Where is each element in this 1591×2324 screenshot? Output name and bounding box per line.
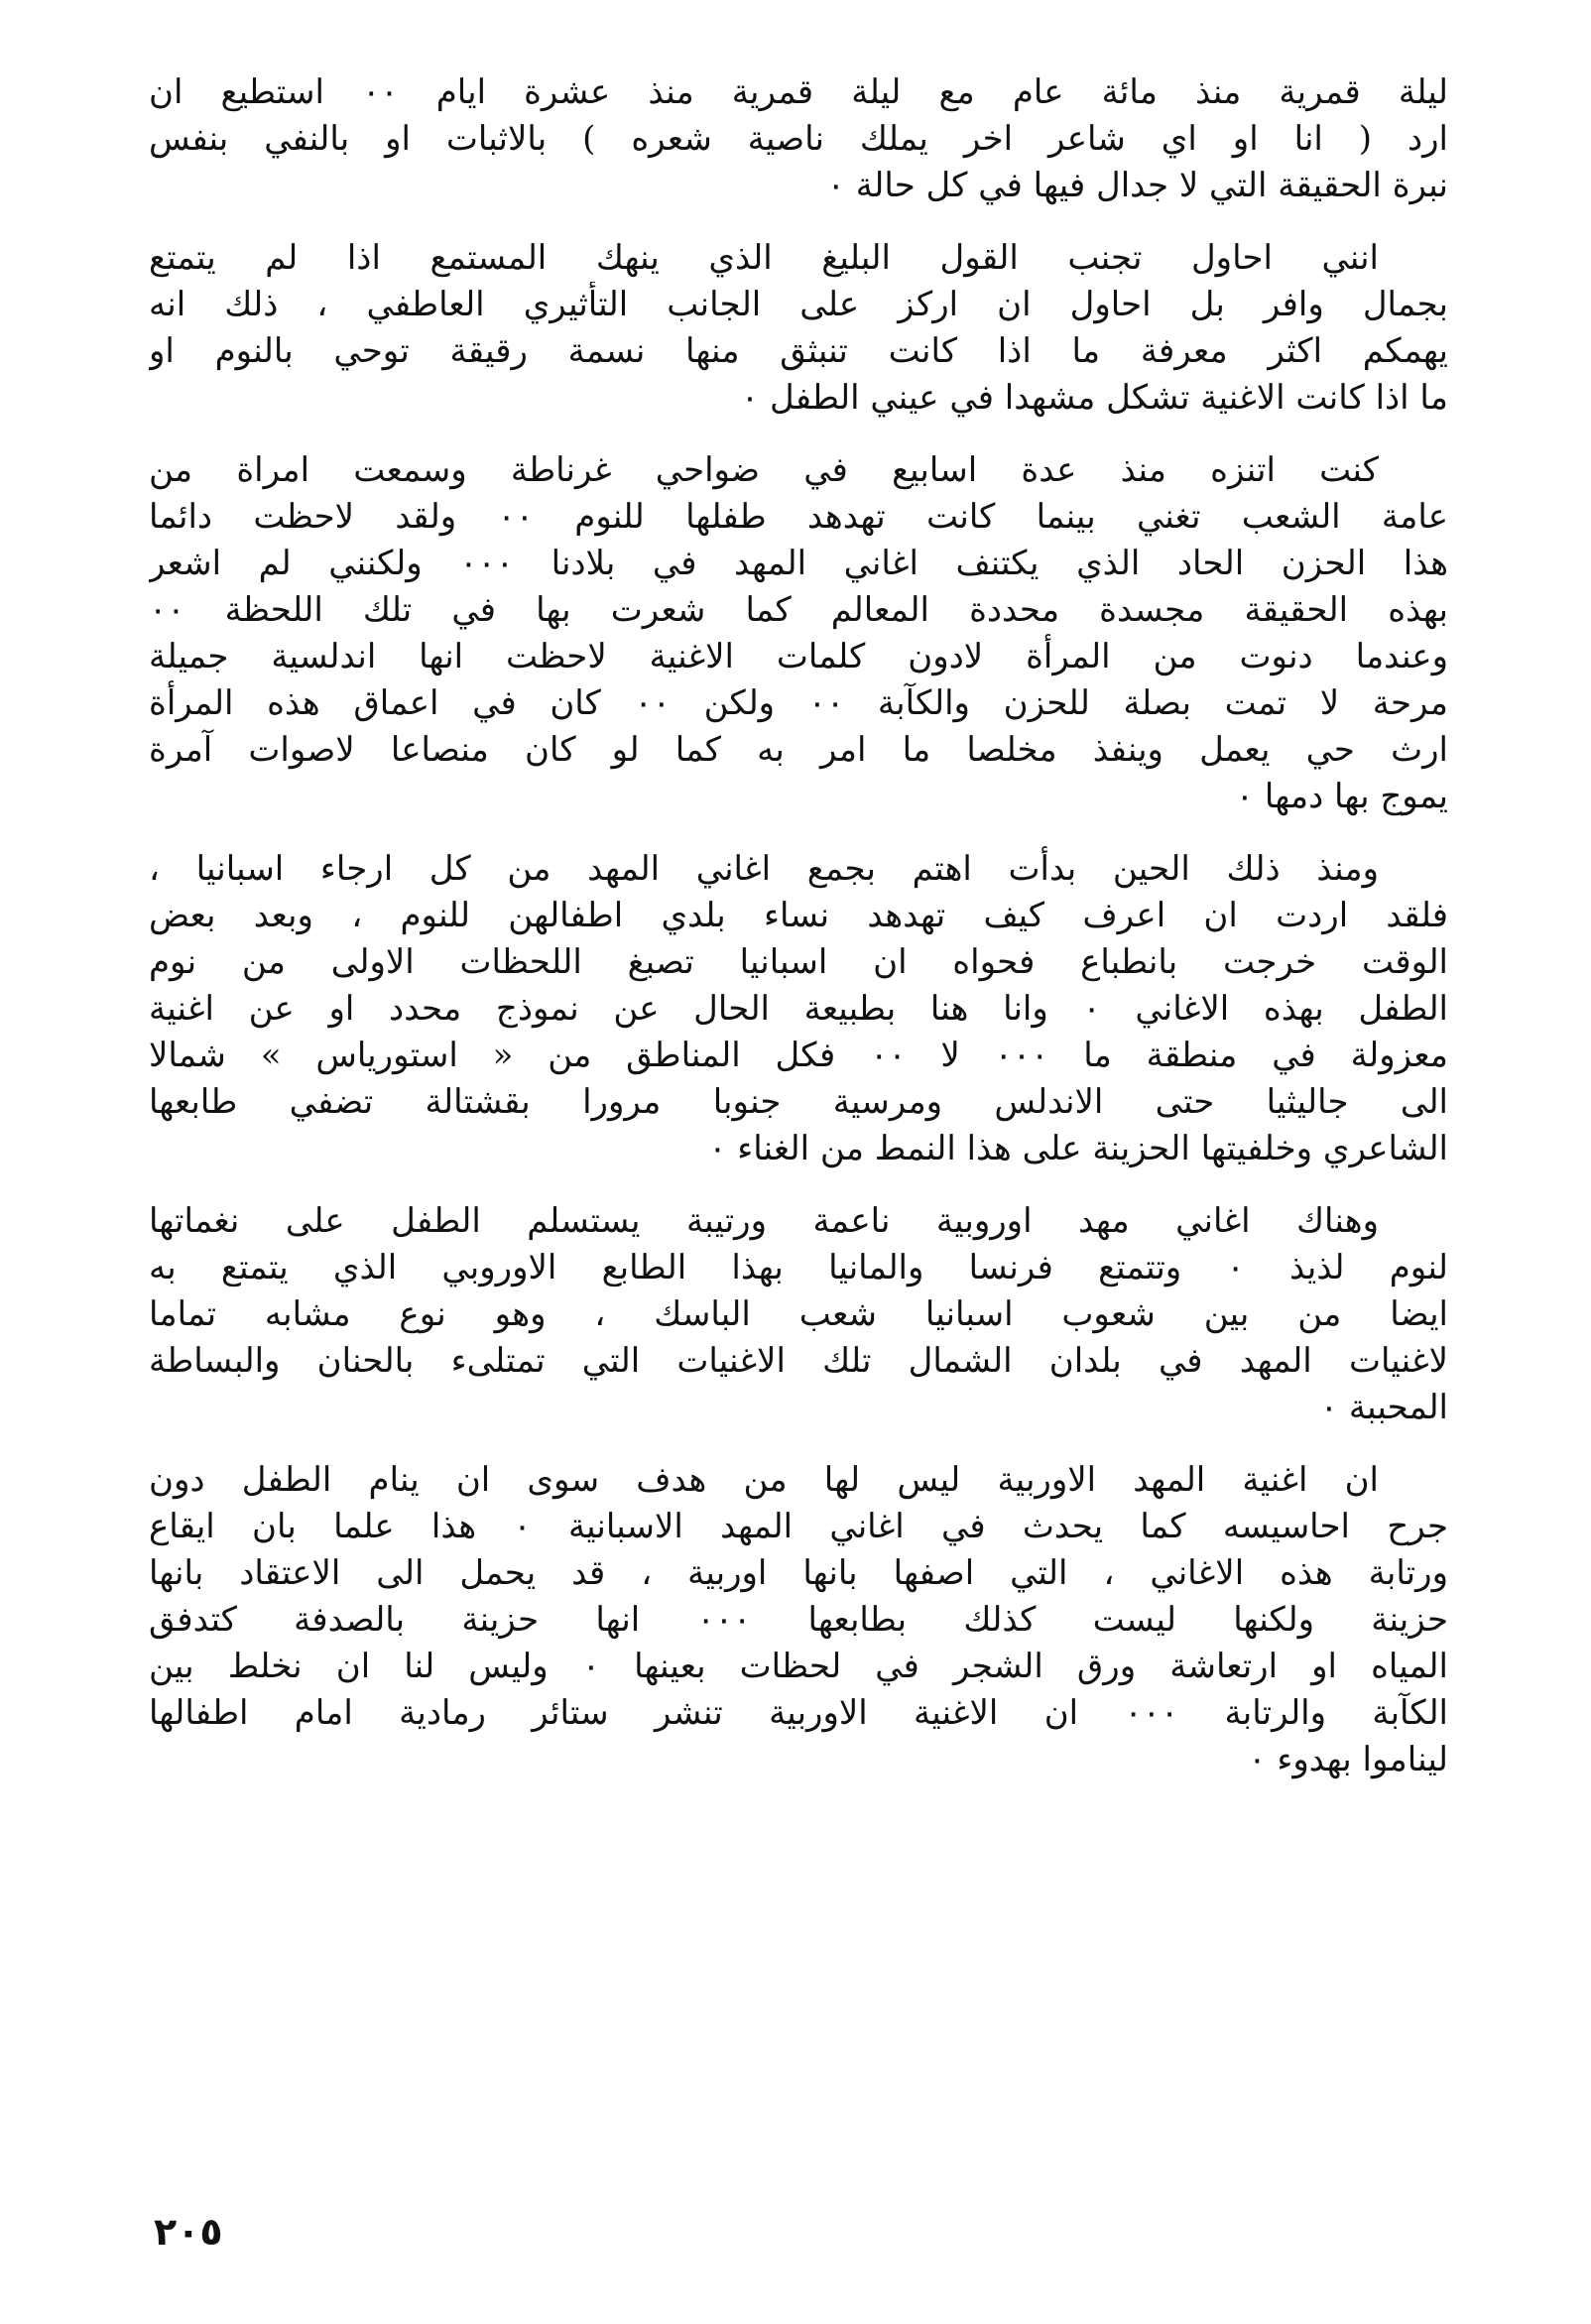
text-line: المحببة ٠ xyxy=(1319,1388,1448,1427)
paragraph-6 xyxy=(149,1457,1448,1783)
text-line: كنت اتنزه منذ عدة اسابيع في ضواحي غرناطة وسمعت امراة من xyxy=(149,450,1379,490)
text-line: ايضا من بين شعوب اسبانيا شعب الباسك ، وهو نوع مشابه تماما xyxy=(149,1294,1448,1334)
text-line: الوقت خرجت بانطباع فحواه ان اسبانيا تصبغ اللحظات الاولى من نوم xyxy=(149,942,1448,982)
text-line: ومنذ ذلك الحين بدأت اهتم بجمع اغاني المهد من كل ارجاء اسبانيا ، xyxy=(149,849,1379,889)
page-number: ٢٠٥ xyxy=(154,2210,223,2254)
text-line: يهمكم اكثر معرفة ما اذا كانت تنبثق منها نسمة رقيقة توحي بالنوم او xyxy=(149,331,1448,371)
text-line: هذا الحزن الحاد الذي يكتنف اغاني المهد في بلادنا ٠٠٠ ولكنني لم اشعر xyxy=(149,544,1448,583)
text-line: المياه او ارتعاشة ورق الشجر في لحظات بعينها ٠ وليس لنا ان نخلط بين xyxy=(149,1647,1448,1686)
text-line: ليلة قمرية منذ مائة عام مع ليلة قمرية منذ عشرة ايام ٠٠ استطيع ان xyxy=(149,72,1448,112)
text-line: الكآبة والرتابة ٠٠٠ ان الاغنية الاوربية تنشر ستائر رمادية امام اطفالها xyxy=(149,1693,1448,1733)
paragraph-1 xyxy=(149,69,1448,209)
text-line: ان اغنية المهد الاوربية ليس لها من هدف سوى ان ينام الطفل دون xyxy=(149,1460,1379,1500)
page-text-body xyxy=(149,69,1448,2242)
text-line: ارث حي يعمل وينفذ مخلصا ما امر به كما لو كان منصاعا لاصوات آمرة xyxy=(149,730,1448,770)
text-line: يموج بها دمها ٠ xyxy=(1235,777,1448,816)
text-line: بجمال وافر بل احاول ان اركز على الجانب التأثيري العاطفي ، ذلك انه xyxy=(149,285,1448,324)
text-line: ارد ( انا او اي شاعر اخر يملك ناصية شعره ) بالاثبات او بالنفي بنفس xyxy=(149,119,1448,159)
paragraph-4 xyxy=(149,846,1448,1172)
text-line: بهذه الحقيقة مجسدة محددة المعالم كما شعرت بها في تلك اللحظة ٠٠ xyxy=(149,590,1448,630)
text-line: جرح احاسيسه كما يحدث في اغاني المهد الاسبانية ٠ هذا علما بان ايقاع xyxy=(149,1507,1448,1546)
text-line: ما اذا كانت الاغنية تشكل مشهدا في عيني الطفل ٠ xyxy=(740,378,1448,418)
text-line: وعندما دنوت من المرأة لادون كلمات الاغنية لاحظت انها اندلسية جميلة xyxy=(149,637,1448,676)
text-line: ورتابة هذه الاغاني ، التي اصفها بانها اوربية ، قد يحمل الى الاعتقاد بانها xyxy=(149,1553,1448,1593)
text-line: لاغنيات المهد في بلدان الشمال تلك الاغنيات التي تمتلىء بالحنان والبساطة xyxy=(149,1341,1448,1381)
text-line: مرحة لا تمت بصلة للحزن والكآبة ٠٠ ولكن ٠٠ كان في اعماق هذه المرأة xyxy=(149,683,1448,723)
text-line: الى جاليثيا حتى الاندلس ومرسية جنوبا مرورا بقشتالة تضفي طابعها xyxy=(149,1082,1448,1122)
text-line: عامة الشعب تغني بينما كانت تهدهد طفلها للنوم ٠٠ ولقد لاحظت دائما xyxy=(149,497,1448,537)
text-line: وهناك اغاني مهد اوروبية ناعمة ورتيبة يستسلم الطفل على نغماتها xyxy=(149,1201,1379,1241)
text-line: الشاعري وخلفيتها الحزينة على هذا النمط من الغناء ٠ xyxy=(708,1129,1448,1168)
text-line: انني احاول تجنب القول البليغ الذي ينهك المستمع اذا لم يتمتع xyxy=(149,238,1379,278)
text-line: الطفل بهذه الاغاني ٠ وانا هنا بطبيعة الحال عن نموذج محدد او عن اغنية xyxy=(149,989,1448,1029)
paragraph-2 xyxy=(149,235,1448,422)
paragraph-5 xyxy=(149,1198,1448,1431)
text-line: حزينة ولكنها ليست كذلك بطابعها ٠٠٠ انها حزينة بالصدفة كتدفق xyxy=(149,1600,1448,1640)
text-line: نبرة الحقيقة التي لا جدال فيها في كل حالة ٠ xyxy=(826,166,1448,205)
paragraph-3 xyxy=(149,447,1448,820)
text-line: لنوم لذيذ ٠ وتتمتع فرنسا والمانيا بهذا الطابع الاوروبي الذي يتمتع به xyxy=(149,1248,1448,1287)
text-line: معزولة في منطقة ما ٠٠٠ لا ٠٠ فكل المناطق من « استورياس » شمالا xyxy=(149,1036,1448,1075)
text-line: ليناموا بهدوء ٠ xyxy=(1248,1740,1448,1779)
text-line: فلقد اردت ان اعرف كيف تهدهد نساء بلدي اطفالهن للنوم ، وبعد بعض xyxy=(149,896,1448,935)
